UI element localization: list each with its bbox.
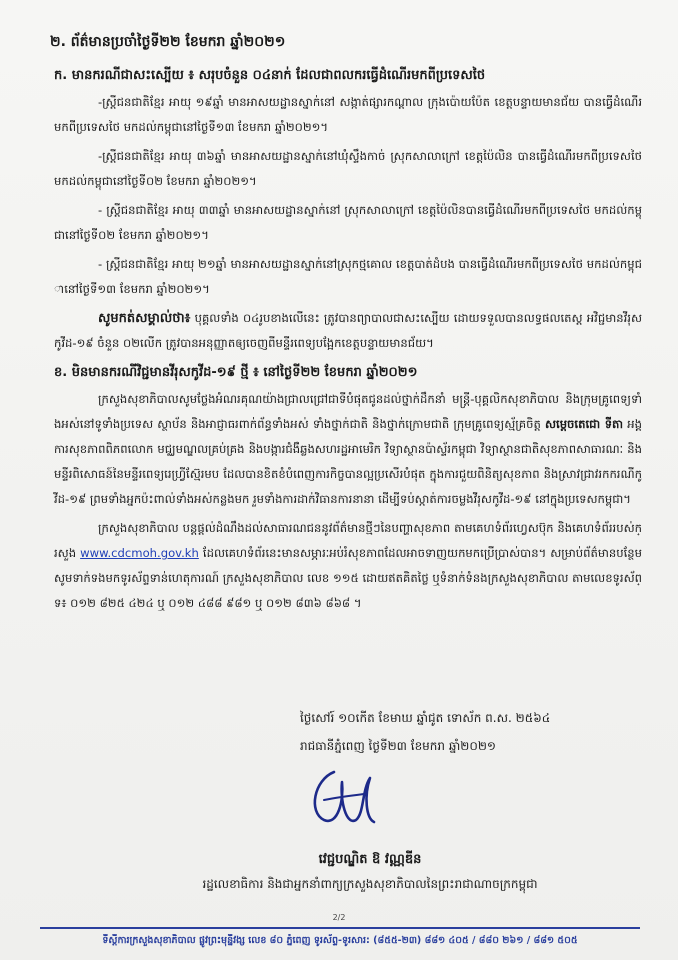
signer-name: វេជ្ជបណ្ឌិត ឱ វណ្ណឌីន — [318, 852, 422, 867]
case-item: -ស្ត្រីជនជាតិខ្មែរ អាយុ ១៩ឆ្នាំ មានអាសយដ្ឋានស្នាក់នៅ សង្កាត់ផ្សារកណ្តាល ក្រុងប៉ោយប៉ែត ខេត្តបន្ទាយមានជ័យ បានធ្វើដំណើរមកពីប្រទេសថៃ មកដល់កម្ពុជានៅថ្ងៃទី១៣ ខែមករា ឆ្នាំ២០២១។ — [54, 95, 642, 134]
date-block — [300, 704, 640, 760]
website-link[interactable]: www.cdcmoh.gov.kh — [80, 546, 199, 560]
case-item: -ស្ត្រីជនជាតិខ្មែរ អាយុ ៣៦ឆ្នាំ មានអាសយដ្ឋានស្នាក់នៅឃុំស្ទឹងកាច់ ស្រុកសាលាក្រៅ ខេត្តប៉ៃលិន បានធ្វើដំណើរមកពីប្រទេសថៃ មកដល់កម្ពុជានៅថ្ងៃទី០២ ខែមករា ឆ្នាំ២០២១។ — [54, 149, 642, 188]
case-item: - ស្ត្រីជនជាតិខ្មែរ អាយុ ២១ឆ្នាំ មានអាសយដ្ឋានស្នាក់នៅស្រុកថ្មគោល ខេត្តបាត់ដំបង បានធ្វើដំណើរមកពីប្រទេសថៃ មកដល់កម្ពុជានៅថ្ងៃទី១៣ ខែមករា ឆ្នាំ២០២១។ — [54, 257, 642, 296]
contact-paragraph — [54, 516, 642, 616]
thanks-bold: សម្តេចតេជោ ទីតា — [544, 417, 624, 431]
section-a-title: ក. មានករណីជាសះស្បើយ ៖ សរុបចំនួន ០៤នាក់ ដែលជាពលករធ្វើដំណើរមកពីប្រទេសថៃ — [54, 68, 486, 83]
date-solar: រាជធានីភ្នំពេញ ថ្ងៃទី២៣ ខែមករា ឆ្នាំ២០២១ — [300, 739, 497, 753]
contact-text-2: ដែលគេហទំព័រនេះមានសម្ភារៈអប់រំសុខភាពដែលអាចទាញយកមកប្រើប្រាស់បាន។ សម្រាប់ព័ត៌មានបន្ថែម សូមទាក់ទងមកទូរស័ព្ទទាន់ហេតុការណ៍ ក្រសួងសុខាភិបាល លេខ ១១៥ ដោយឥតគិតថ្លៃ ឬទំនាក់ទំនងក្រសួងសុខាភិបាល តាមលេខទូរស័ព្ទ៖ ០១២ ៨២៥ ៤២៤ ឬ ០១២ ៤៨៨ ៩៨១ ឬ ០១២ ៨៣៦ ៨៦៨ ។ — [54, 546, 642, 610]
thanks-text-2: អង្គការសុខភាពពិភពលោក មជ្ឈមណ្ឌលគ្រប់គ្រង និងបង្ការជំងឺឆ្លងសហរដ្ឋអាមេរិក វិទ្យាស្ថានប៉ាស្ទ័រកម្ពុជា វិទ្យាស្ថានជាតិសុខភាពសាធារណៈ និងមន្ទីរពិសោធន៍នៃមន្ទីរពេទ្យរេហ្វ្រីស្ម៊ែរមប ដែលបានខិតខំបំពេញការកិច្ចបានល្អប្រសើរបំផុត ក្នុងការជួយពិនិត្យសុខភាព និងស្រាវជ្រាវរកករណីកូវីដ-១៩ ព្រមទាំងអ្នកប៉ះពាល់ទាំងអស់កន្លងមក រួមទាំងការដាក់វិធានការនានា ដើម្បីទប់ស្កាត់ការចម្លងវីរុសកូវីដ-១៩ នៅក្នុងប្រទេសកម្ពុជា។ — [54, 417, 642, 506]
date-lunar: ថ្ងៃសៅរ៍ ១០កើត ខែមាឃ ឆ្នាំជូត ទោស័ក ព.ស. ២៥៦៤ — [300, 711, 551, 725]
signer-title: រដ្ឋលេខាធិការ និងជាអ្នកនាំពាក្យក្រសួងសុខាភិបាលនៃព្រះរាជាណាចក្រកម្ពុជា — [202, 877, 538, 891]
footer-divider — [40, 927, 640, 929]
thanks-paragraph — [54, 387, 642, 512]
thanks-text-1: ក្រសួងសុខាភិបាលសូមថ្លែងអំណរគុណយ៉ាងជ្រាលជ្រៅជាទីបំផុតជូនដល់ថ្នាក់ដឹកនាំ មន្ត្រី-បុគ្គលិកសុខាភិបាល និងក្រុមគ្រូពេទ្យទាំងអស់នៅទូទាំងប្រទេស ស្ថាប័ន និងអាជ្ញាធរពាក់ព័ន្ធទាំងអស់ ទាំងថ្នាក់ជាតិ និងថ្នាក់ក្រោមជាតិ ក្រុមគ្រូពេទ្យស្ម័គ្រចិត្ត — [54, 392, 642, 431]
note-text: បុគ្គលទាំង ០៤រូបខាងលើនេះ ត្រូវបានព្យាបាលជាសះស្បើយ ដោយទទួលបានលទ្ធផលតេស្ត អវិជ្ជមានវីរុសកូវីដ-១៩ ចំនួន ០២លើក ត្រូវបានអនុញ្ញាតឲ្យចេញពីមន្ទីរពេទ្យបង្អែកខេត្តបន្ទាយមានជ័យ។ — [54, 311, 642, 350]
note-paragraph — [54, 306, 642, 356]
document-body — [46, 30, 642, 620]
section-b-title: ខ. មិនមានករណីវិជ្ជមានវីរុសកូវីដ-១៩ ថ្មី ៖ នៅថ្ងៃទី២២ ខែមករា ឆ្នាំ២០២១ — [54, 365, 418, 380]
case-item: - ស្ត្រីជនជាតិខ្មែរ អាយុ ៣៣ឆ្នាំ មានអាសយដ្ឋានស្នាក់នៅ ស្រុកសាលាក្រៅ ខេត្តប៉ៃលិនបានធ្វើដំណើរមកពីប្រទេសថៃ មកដល់កម្ពុជានៅថ្ងៃទី០២ ខែមករា ឆ្នាំ២០២១។ — [54, 203, 642, 242]
signer-block — [150, 848, 590, 896]
page-number: 2/2 — [332, 913, 346, 922]
note-label: សូមកត់សម្គាល់ថា៖ — [98, 311, 191, 326]
section-heading: ២. ព័ត៌មានប្រចាំថ្ងៃទី២២ ខែមករា ឆ្នាំ២០២១ — [50, 34, 286, 50]
signature-image — [304, 760, 384, 840]
contact-text-1: ក្រសួងសុខាភិបាល បន្តផ្តល់ដំណឹងដល់សាធារណជននូវព័ត៌មានថ្មីៗនៃបញ្ហាសុខភាព តាមគេហទំព័រហ្វេសប៊ុក និងគេហទំព័ររបស់ក្រសួង — [54, 521, 642, 560]
footer-address: ទីស្តីការក្រសួងសុខាភិបាល ផ្លូវព្រះមុន្នីវង្ស លេខ ៨០ ភ្នំពេញ ទូរស័ព្ទ-ទូរសារ: (៨៥៥-២៣) ៨៨១ ៤០៥ / ៨៨០ ២៦១ / ៨៨១ ៥០៥ — [102, 935, 578, 946]
